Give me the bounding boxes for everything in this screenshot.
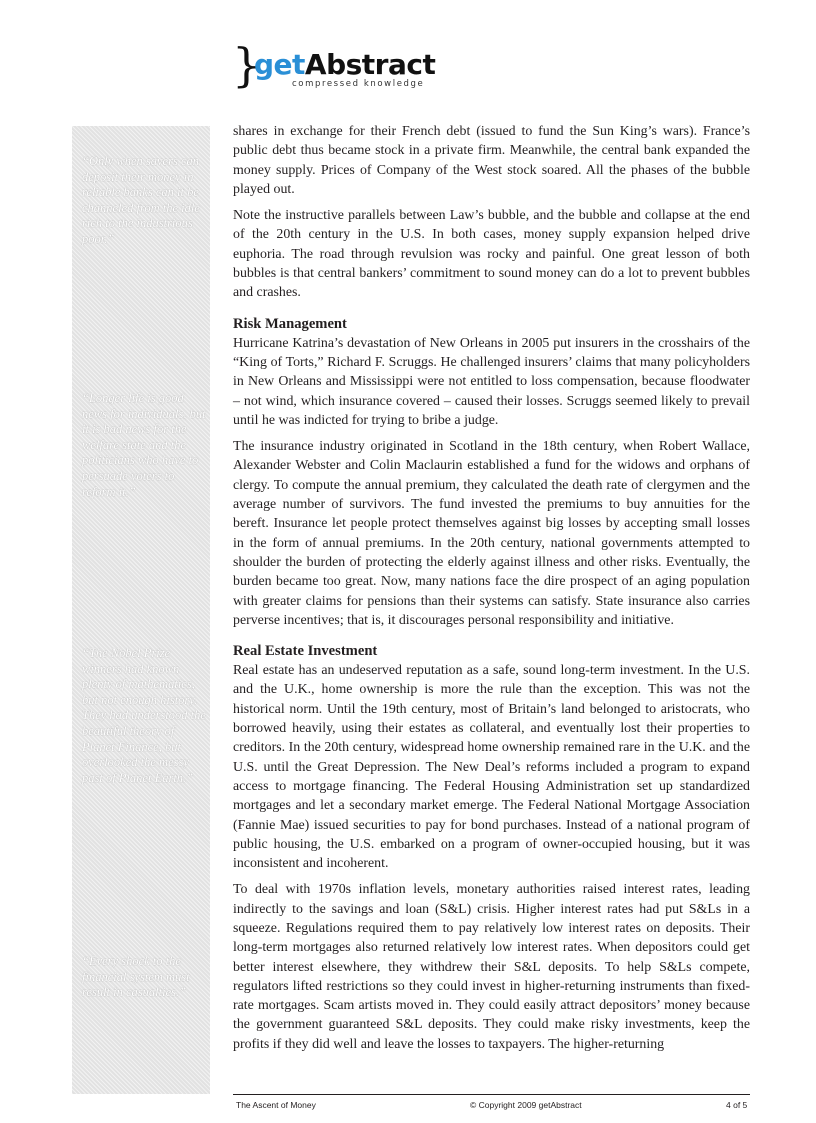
logo-tagline: compressed knowledge [292,79,425,89]
paragraph: Hurricane Katrina’s devastation of New Orleans in 2005 put insurers in the crosshairs of the “King of Torts,” Richard F. Scruggs. He challenged insurers’ claims that many policyholders in New Orleans and Mississippi were not entitled to loss compensation, because floodwater – not wind, which insurance covered – caused their losses. Scruggs seemed likely to prevail until he was indicted for trying to bribe a judge. [233,335,750,428]
main-content [233,122,750,1061]
paragraph: Real estate has an undeserved reputation as a safe, sound long-term investment. In the U.S. and the U.K., home ownership is more the rule than the exception. This was not the historical norm. Until the 19th century, most of Britain’s land belonged to aristocrats, who borrowed heavily, using their estates as collateral, and eventually lost their properties to creditors. In the 20th century, widespread home ownership remained rare in the U.K. and the U.S. until the Great Depression. The New Deal’s reforms included a program to expand access to mortgage financing. The Federal Housing Administration set up standardized mortgages and let a secondary market emerge. The Federal National Mortgage Association (Fannie Mae) issued securities to pay for bond purchases. Instead of a national program of public housing, the U.S. embarked on a program of owner-occupied housing, but it was inconsistent and incoherent. [233,663,750,872]
sidebar-quotes [72,126,210,1094]
footer-copyright: © Copyright 2009 getAbstract [470,1100,582,1110]
section-heading-risk-management: Risk Management [233,315,347,332]
paragraph: shares in exchange for their French debt (issued to fund the Sun King’s wars). France’s public debt thus became stock in a private firm. Meanwhile, the central bank expanded the money supply. Prices of Company of the West stock soared. All the phases of the bubble played out. [233,124,750,197]
sidebar-quote: “Only when savers can deposit their money in reliable banks can it be channeled from the idle rich to the industrious poor.” [82,154,200,246]
paragraph: Note the instructive parallels between Law’s bubble, and the bubble and collapse at the end of the 20th century in the U.S. In both cases, money supply expansion helped drive euphoria. The road through revulsion was rocky and painful. One great lesson of both bubbles is that central bankers’ commitment to sound money can do a lot to prevent bubbles and crashes. [233,208,750,301]
logo-get: get [254,48,305,81]
sidebar-quote: “The Nobel Prize winners had known plenty of mathematics, but not enough history. They had understood the beautiful theory of Planet Finance, but overlooked the messy past of Planet Earth.” [82,646,206,785]
section-heading-real-estate: Real Estate Investment [233,643,378,660]
logo-wordmark [254,50,435,80]
logo-abstract: Abstract [304,48,436,81]
footer-page-number: 4 of 5 [726,1100,748,1110]
paragraph: The insurance industry originated in Scotland in the 18th century, when Robert Wallace, Alexander Webster and Colin Maclaurin established a fund for the widows and orphans of clergy. To compute the annual premium, they calculated the death rate of clergymen and the average number of survivors. The fund invested the premiums to buy annuities for the bereft. Insurance let people protect themselves against big losses by accepting small losses in the form of annual premiums. In the 20th century, national governments attempted to shoulder the burden of protecting the elderly against illness and other risks. Eventually, the burden became too great. Now, many nations face the dire prospect of an aging population with greater claims for pensions than their systems can satisfy. State insurance also carries perverse incentives; that is, it discourages personal responsibility and initiative. [233,439,750,628]
footer-title: The Ascent of Money [236,1100,316,1110]
getabstract-logo [232,38,436,94]
footer-divider [233,1094,750,1095]
sidebar-quote: “Every shock to the financial system must result in casualties.” [82,954,190,1000]
paragraph: To deal with 1970s inflation levels, monetary authorities raised interest rates, leading indirectly to the savings and loan (S&L) crisis. Higher interest rates had put S&Ls in a squeeze. Regulations required them to pay relatively low interest rates on deposits. Their long-term mortgages also returned relatively low interest rates. When depositors could get better interest elsewhere, they withdrew their S&L deposits. To help S&Ls compete, regulators lifted restrictions so they could invest in higher-returning instruments than fixed-rate mortgages. Scam artists moved in. They could easily attract depositors’ money because the government guaranteed S&L deposits. They could make risky investments, keep the profits if they did well and leave the losses to taxpayers. The higher-returning [233,882,750,1052]
sidebar-quote: “Longer life is good news for individuals, but it is bad news for the welfare state and the politicians who have to persuade voters to reform it.” [82,391,206,499]
logo-brace-icon: } [232,38,262,92]
